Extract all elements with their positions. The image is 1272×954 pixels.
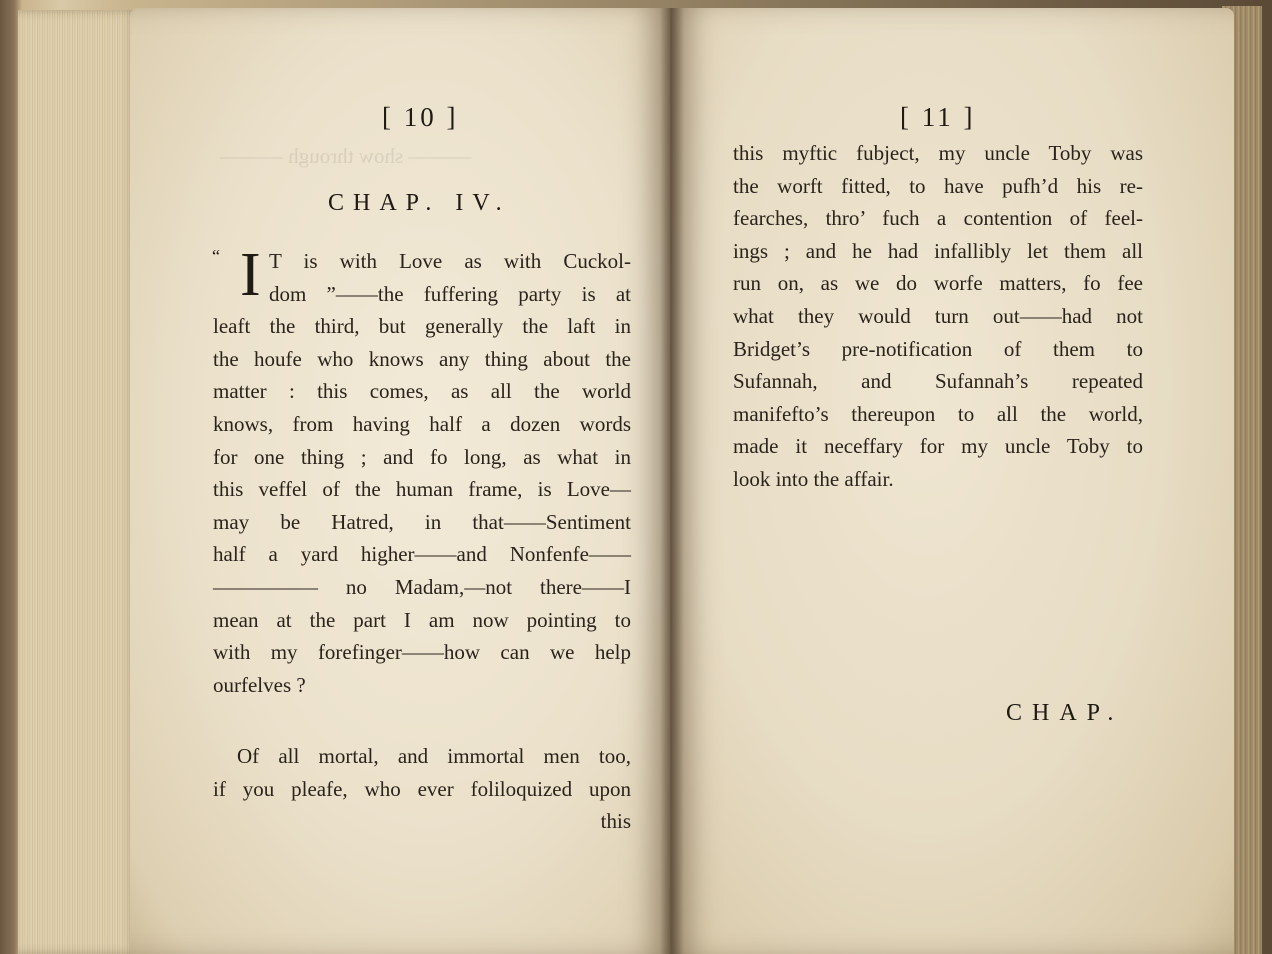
text-line: manifefto’s thereupon to all the world, [733,401,1143,426]
text-line: ourfelves ? [213,672,306,697]
right-catchword: CHAP. [1006,700,1124,726]
left-page-body [213,241,631,701]
text-line: matter : this comes, as all the world [213,379,631,404]
text-line: with my forefinger——how can we help [213,640,631,665]
left-page-number: [ 10 ] [382,102,459,132]
right-page-number: [ 11 ] [900,102,976,132]
right-page-body [733,137,1143,496]
text-line: this veffel of the human frame, is Love— [213,477,631,502]
chapter-heading: CHAP. IV. [328,190,511,216]
show-through-left: ——— show through ——— [220,144,472,168]
text-line: if you pleafe, who ever foliloquized upon [213,776,631,801]
text-line: leaft the third, but generally the laft in [213,314,631,339]
text-line: for one thing ; and fo long, as what in [213,444,631,469]
text-line: dom ”——the fuffering party is at [269,281,631,306]
book-gutter [660,8,684,954]
text-line: the houfe who knows any thing about the [213,346,631,371]
text-line: knows, from having half a dozen words [213,411,631,436]
catchword: this [600,809,631,834]
text-line: look into the affair. [733,466,894,491]
page-edges-left [18,10,138,954]
text-line: the worft fitted, to have pufh’d his re- [733,173,1143,198]
text-line: ————— no Madam,—not there——I [213,574,631,599]
text-line: half a yard higher——and Nonfenfe—— [213,542,631,567]
text-line: T is with Love as with Cuckol- [269,249,631,273]
text-line: what they would turn out——had not [733,303,1143,328]
text-line: may be Hatred, in that——Sentiment [213,509,631,534]
text-line: ings ; and he had infallibly let them all [733,238,1143,263]
text-line: made it neceffary for my uncle Toby to [733,434,1143,459]
text-line: Of all mortal, and immortal men too, [237,744,631,768]
text-line: mean at the part I am now pointing to [213,607,631,632]
text-line: fearches, thro’ fuch a contention of feel- [733,206,1143,231]
text-line: Bridget’s pre-notification of them to [733,336,1143,361]
text-line: run on, as we do worfe matters, fo fee [733,271,1143,296]
drop-cap: I [240,241,261,309]
text-line: Sufannah, and Sufannah’s repeated [733,369,1143,394]
opening-quote: “ [212,246,220,266]
text-line: this myftic fubject, my uncle Toby was [733,141,1143,165]
left-page-paragraph-2 [213,740,631,838]
